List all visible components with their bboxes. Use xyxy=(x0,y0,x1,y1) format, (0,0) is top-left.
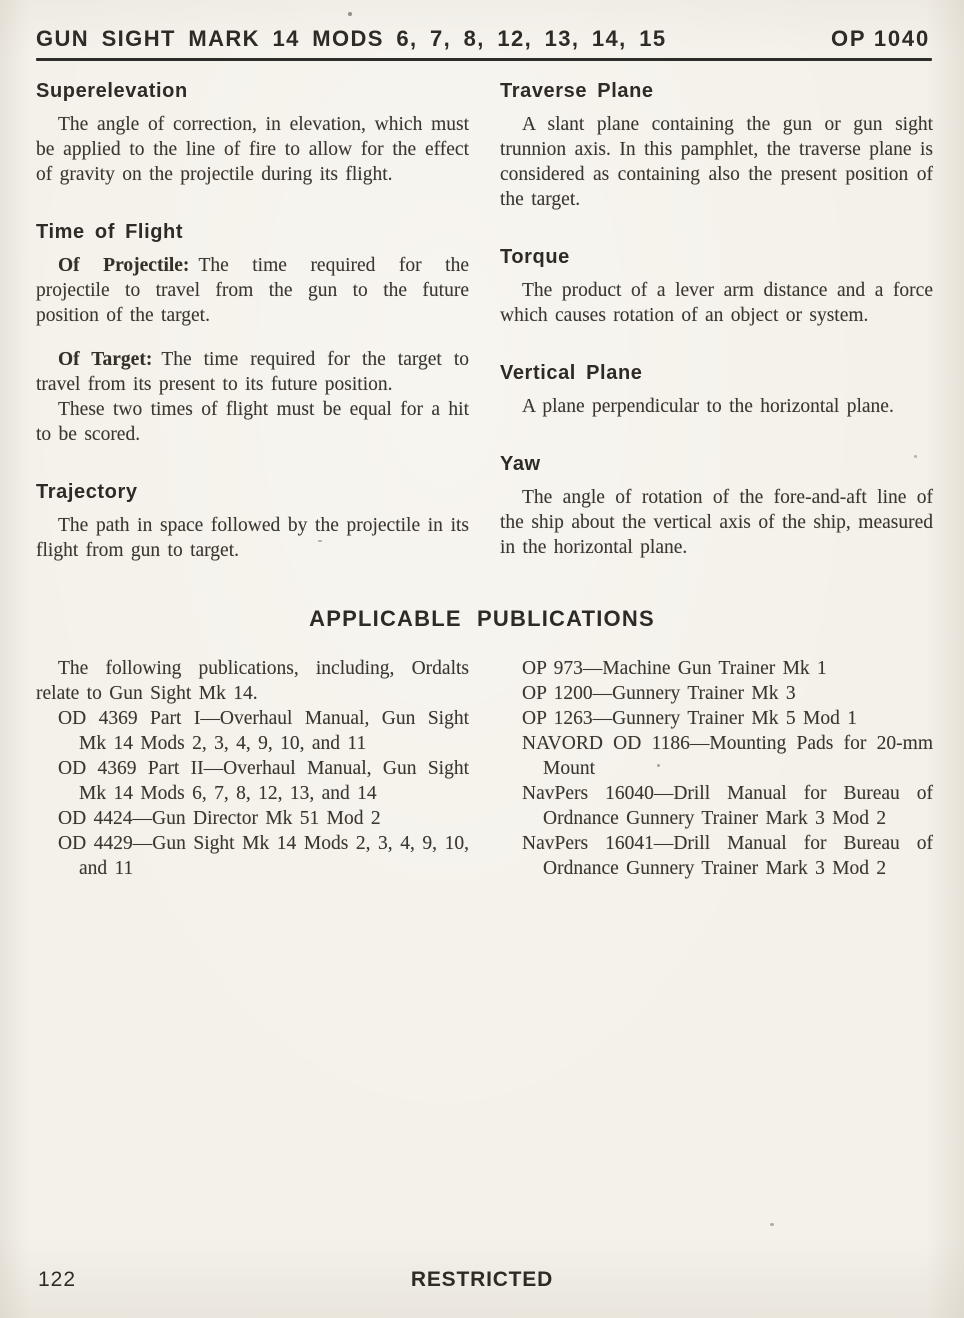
header-title: GUN SIGHT MARK 14 MODS 6, 7, 8, 12, 13, 14, 15 xyxy=(36,26,667,51)
publications-heading: APPLICABLE PUBLICATIONS xyxy=(309,606,655,631)
publication-item: OP 1200—Gunnery Trainer Mk 3 xyxy=(522,683,796,704)
definition-section xyxy=(500,80,933,212)
publication-item: NavPers 16041—Drill Manual for Bureau of Ordnance Gunnery Trainer Mark 3 Mod 2 xyxy=(522,833,933,879)
scan-speck xyxy=(657,764,660,767)
section-heading: Torque xyxy=(500,246,570,268)
publication-item: OD 4369 Part I—Overhaul Manual, Gun Sight Mk 14 Mods 2, 3, 4, 9, 10, and 11 xyxy=(58,708,469,754)
definition-section xyxy=(36,221,469,447)
section-heading: Vertical Plane xyxy=(500,362,643,384)
section-heading: Trajectory xyxy=(36,481,138,503)
definition-paragraph: These two times of flight must be equal for a hit to be scored. xyxy=(36,399,469,445)
publications-intro: The following publications, including, Ordalts relate to Gun Sight Mk 14. xyxy=(36,658,469,704)
publication-item: OP 1263—Gunnery Trainer Mk 5 Mod 1 xyxy=(522,708,857,729)
definitions-right-column xyxy=(500,80,933,563)
publication-item: NAVORD OD 1186—Mounting Pads for 20-mm Mount xyxy=(522,733,933,779)
section-heading: Yaw xyxy=(500,453,541,475)
scan-speck xyxy=(770,1223,774,1226)
publication-item: OD 4424—Gun Director Mk 51 Mod 2 xyxy=(58,808,381,829)
publications-left-column xyxy=(36,656,469,881)
definition-paragraph: The angle of rotation of the fore-and-aft line of the ship about the vertical axis of the ship, measured in the horizontal plane. xyxy=(500,487,933,558)
paragraph-lead: Of Target: xyxy=(58,349,153,370)
scan-speck xyxy=(914,455,917,458)
paragraph-lead: Of Projectile: xyxy=(58,255,190,276)
publication-item: OD 4369 Part II—Overhaul Manual, Gun Sight Mk 14 Mods 6, 7, 8, 12, 13, and 14 xyxy=(58,758,469,804)
classification-label: RESTRICTED xyxy=(410,1268,554,1291)
definition-section xyxy=(500,246,933,328)
definition-paragraph: The path in space followed by the projectile in its flight from gun to target. xyxy=(36,515,469,561)
definitions-left-column xyxy=(36,80,469,563)
publication-item: OD 4429—Gun Sight Mk 14 Mods 2, 3, 4, 9, 10, and 11 xyxy=(58,833,469,879)
header-doc-number: OP 1040 xyxy=(830,26,930,51)
publications-area xyxy=(36,656,934,881)
section-heading: Traverse Plane xyxy=(500,80,654,102)
scan-speck xyxy=(348,12,352,16)
scan-speck xyxy=(318,540,322,542)
publication-item: NavPers 16040—Drill Manual for Bureau of Ordnance Gunnery Trainer Mark 3 Mod 2 xyxy=(522,783,933,829)
definition-paragraph: Of Target: The time required for the target to travel from its present to its future position. xyxy=(36,349,469,395)
definition-paragraph: The angle of correction, in elevation, which must be applied to the line of fire to allow for the effect of gravity on the projectile during its flight. xyxy=(36,114,469,185)
page-header xyxy=(36,26,930,52)
publications-right-column xyxy=(500,656,933,881)
header-rule xyxy=(36,58,932,61)
definition-section xyxy=(36,481,469,563)
section-heading: Time of Flight xyxy=(36,221,184,243)
definition-paragraph: Of Projectile: The time required for the projectile to travel from the gun to the future position of the target. xyxy=(36,255,469,326)
publication-item: OP 973—Machine Gun Trainer Mk 1 xyxy=(522,658,827,679)
definitions-area xyxy=(36,80,934,563)
section-heading: Superelevation xyxy=(36,80,188,102)
definition-paragraph: The product of a lever arm distance and a force which causes rotation of an object or system. xyxy=(500,280,933,326)
definition-section xyxy=(36,80,469,187)
definition-paragraph: A slant plane containing the gun or gun sight trunnion axis. In this pamphlet, the traverse plane is considered as containing also the present position of the target. xyxy=(500,114,933,210)
page-number: 122 xyxy=(38,1268,77,1291)
page-footer xyxy=(36,1268,928,1298)
definition-paragraph: A plane perpendicular to the horizontal plane. xyxy=(522,396,894,417)
definition-section xyxy=(500,362,933,419)
definition-section xyxy=(500,453,933,560)
